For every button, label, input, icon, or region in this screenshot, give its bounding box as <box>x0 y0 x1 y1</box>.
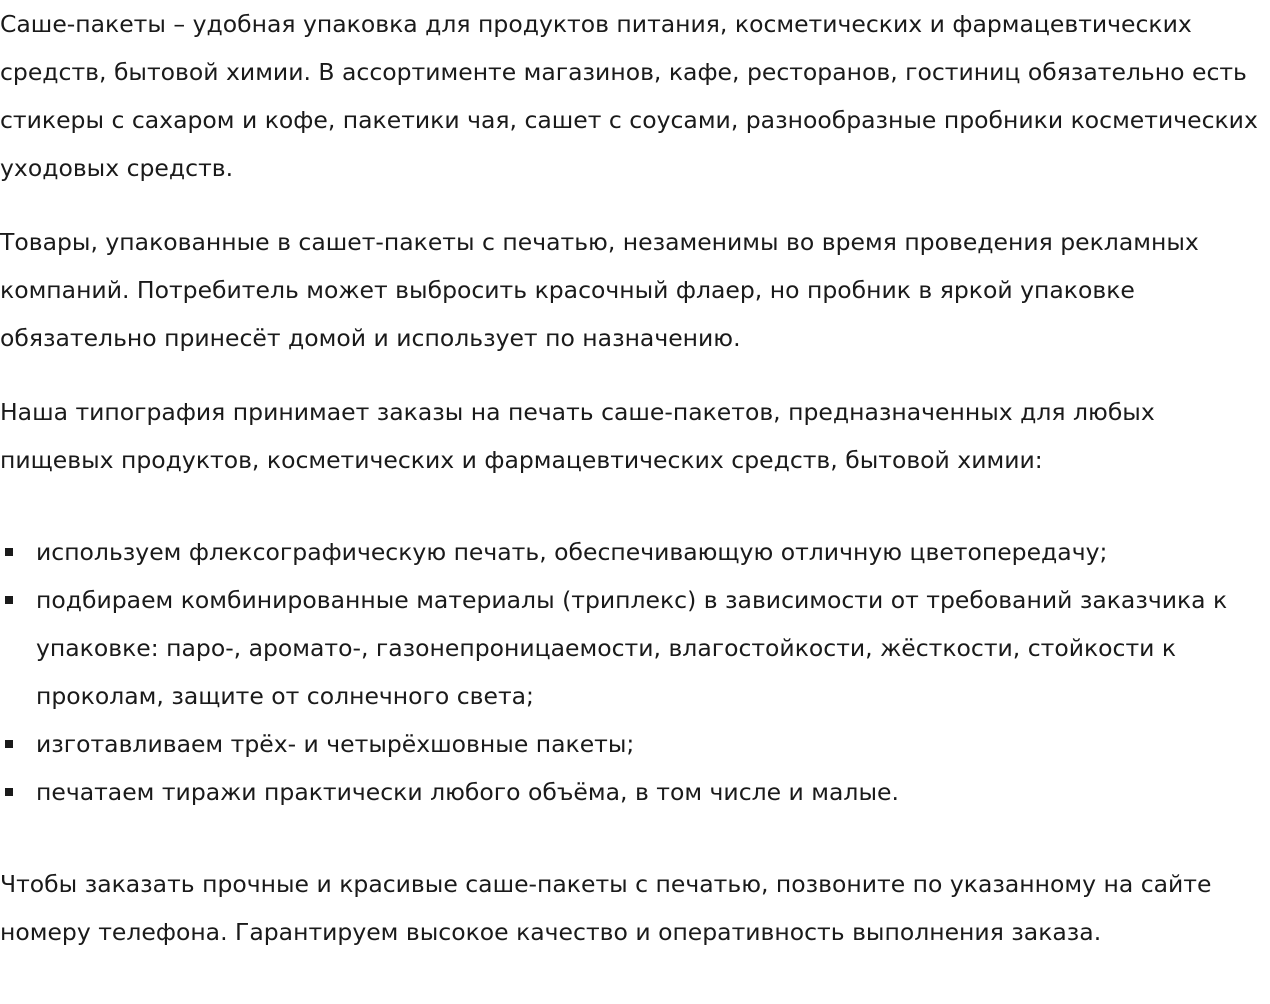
features-list <box>0 528 1270 816</box>
list-item: подбираем комбинированные материалы (триплекс) в зависимости от требований заказчика к упаковке: паро-, аромато-, газонепроницаемости, влагостойкости, жёсткости, стойкости к проколам, защите от солнечного света; <box>36 576 1270 720</box>
list-item: печатаем тиражи практически любого объёма, в том числе и малые. <box>36 768 1270 816</box>
advertising-paragraph: Товары, упакованные в сашет-пакеты с печатью, незаменимы во время проведения рекламных компаний. Потребитель может выбросить красочный флаер, но пробник в яркой упаковке обязательно принесёт домой и использует по назначению. <box>0 228 1199 352</box>
order-paragraph: Чтобы заказать прочные и красивые саше-пакеты с печатью, позвоните по указанному на сайте номеру телефона. Гарантируем высокое качество и оперативность выполнения заказа. <box>0 870 1212 946</box>
intro-paragraph: Саше-пакеты – удобная упаковка для продуктов питания, косметических и фармацевтических средств, бытовой химии. В ассортименте магазинов, кафе, ресторанов, гостиниц обязательно есть стикеры с сахаром и кофе, пакетики чая, сашет с соусами, разнообразные пробники косметических уходовых средств. <box>0 10 1258 182</box>
list-item: используем флексографическую печать, обеспечивающую отличную цветопередачу; <box>36 528 1270 576</box>
services-paragraph: Наша типография принимает заказы на печать саше-пакетов, предназначенных для любых пищевых продуктов, косметических и фармацевтических средств, бытовой химии: <box>0 398 1155 474</box>
list-item: изготавливаем трёх- и четырёхшовные пакеты; <box>36 720 1270 768</box>
